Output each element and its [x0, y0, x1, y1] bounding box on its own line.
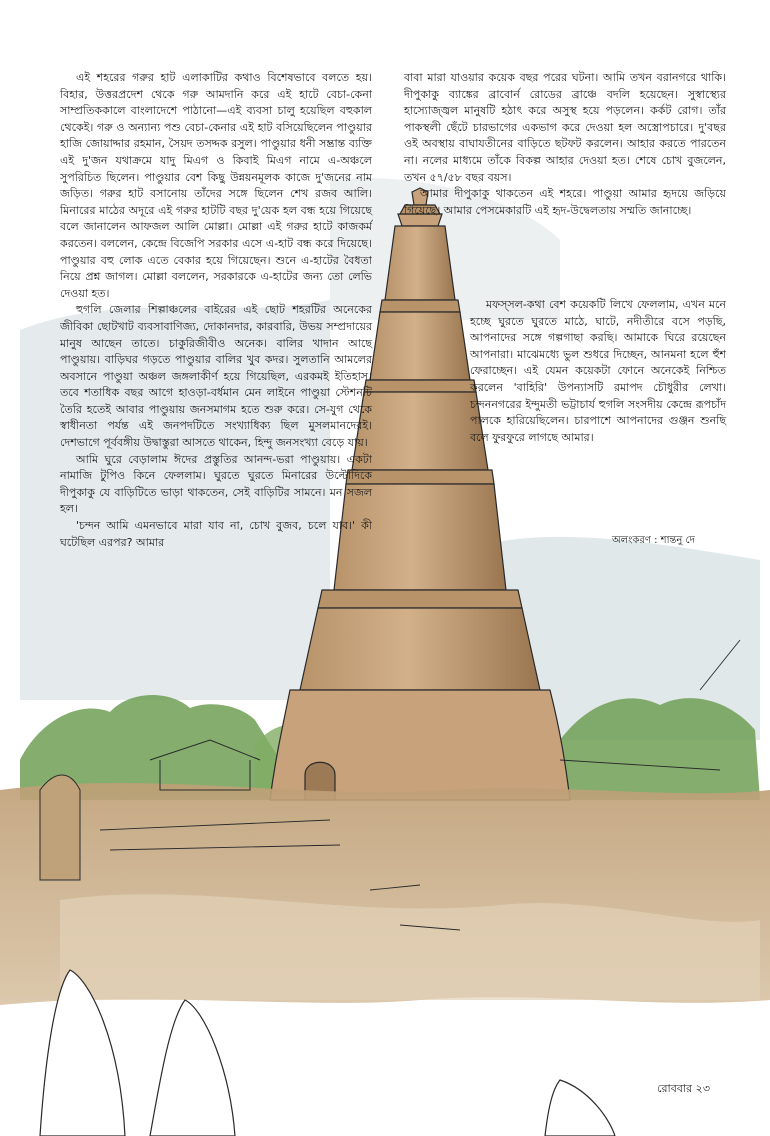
- paragraph: আমার দীপুকাকু থাকতেন এই শহরে। পাণ্ডুয়া আমার হৃদয়ে জড়িয়ে গিয়েছে। আমার পেসমেকারটি এই হৃদ-উদ্বেলতায় সম্মতি জানাচ্ছে।: [404, 187, 726, 217]
- illustration-credit: অলংকরণ : শান্তনু দে: [612, 535, 695, 546]
- page-footer: রোববার ২৩: [657, 1082, 710, 1095]
- paragraph: হুগলি জেলার শিল্পাঞ্চলের বাইরের এই ছোট শহরটির অনেকের জীবিকা ছোটখাট ব্যবসাবাণিজ্য, দোকানদার, কারবারি, উভয় সম্প্রদায়ের মানুষ আছেন তাতে। চাকুরিজীবীও অনেক। বালির খাদান আছে পাণ্ডুয়ায়। বাড়িঘর গড়তে পাণ্ডুয়ার বালির খুব কদর। সুলতানি আমলের অবসানে পাণ্ডুয়া অঞ্চল জঙ্গলাকীর্ণ হয়ে গিয়েছিল, এরকমই ইতিহাস। তবে শতাধিক বছর আগে হাওড়া-বর্ধমান মেন লাইনে পাণ্ডুয়া স্টেশনটি তৈরি হতেই আবার পাণ্ডুয়ায় জনসমাগম হতে শুরু করে। সে-যুগ থেকে স্বাধীনতা পর্যন্ত এই জনপদটিতে সংখ্যাধিক্য ছিল মুসলমানদেরই। দেশভাগে পূর্ববঙ্গীয় উদ্বাস্তুরা আসতে থাকেন, হিন্দু জনসংখ্যা বেড়ে যায়।: [60, 303, 372, 450]
- left-text-column: [60, 70, 372, 551]
- right-text-column-bottom: [470, 297, 726, 446]
- paragraph: এই শহরের গরুর হাট এলাকাটির কথাও বিশেষভাবে বলতে হয়। বিহার, উত্তরপ্রদেশ থেকে গরু আমদানি করে এই হাটে বেচা-কেনা সাম্প্রতিককালে বাংলাদেশে পাঠানো—এই ব্যবসা চালু হয়েছিল বহুকাল থেকেই। গরু ও অন্যান্য পশু বেচা-কেনার এই হাট বসিয়েছিলেন পাণ্ডুয়ার হাজি জোয়াদ্দার রহমান, সৈয়দ তসদ্দক রসুল। পাণ্ডুয়ার ধনী সম্ভ্রান্ত ব্যক্তি এই দু'জন যথাক্রমে যাদু মিএগ ও কিবাই মিএগ নামে এ-অঞ্চলে সুপরিচিত ছিলেন। পাণ্ডুয়ার বেশ কিছু উন্নয়নমূলক কাজে দু'জনের নাম জড়িত। গরুর হাট বসানোয় তাঁদের সঙ্গে ছিলেন শেখ রজব আলি। মিনারের মাঠের অদূরে এই গরুর হাটটি বছর দু'য়েক হল বন্ধ হয়ে গিয়েছে বলে জানালেন আফজল আলি মোল্লা। মোল্লা এই গরুর হাটে কাজকর্ম করতেন। বললেন, কেন্দ্রে বিজেপি সরকার এসে এ-হাট বন্ধ করে দিয়েছে। পাণ্ডুয়ার বহু লোক এতে বেকার হয়ে গিয়েছেন। শুনে এ-হাটের বৈধতা নিয়ে প্রশ্ন জাগল। মোল্লা বললেন, সরকারকে এ-হাটের জন্য তো লেভি দেওয়া হত।: [60, 71, 372, 300]
- trees-right: [560, 698, 760, 800]
- paragraph: 'চন্দন আমি এমনভাবে মারা যাব না, চোখ বুজব, চলে যাব।' কী ঘটেছিল এরপর? আমার: [60, 519, 372, 549]
- paragraph: মফস্সল-কথা বেশ কয়েকটি লিখে ফেললাম, এখন মনে হচ্ছে ঘুরতে ঘুরতে মাঠে, ঘাটে, নদীতীরে বসে পড়ছি, আপনাদের সঙ্গে গল্পগাছা করছি। আমাকে ঘিরে রয়েছেন আপনারা। মাঝেমধ্যে ভুল শুধরে দিচ্ছেন, আনমনা হলে হুঁশ ফেরাচ্ছেন। এই যেমন কয়েকটা ফোনে অনেকেই নিশ্চিত করলেন 'বাহিরি' উপন্যাসটি রমাপদ চৌধুরীর লেখা। চন্দননগরের ইন্দুমতী ভট্টাচার্য হুগলি সংসদীয় কেন্দ্রে রূপচাঁদ পালকে হারিয়েছিলেন। চারপাশে আপনাদের গুঞ্জন শুনছি বলে ফুরফুরে লাগছে আমার।: [470, 298, 726, 444]
- paragraph: বাবা মারা যাওয়ার কয়েক বছর পরের ঘটনা। আমি তখন বরানগরে থাকি। দীপুকাকু ব্যাঙ্কের ব্রাবোর্ন রোডের ব্রাঞ্চে বদলি হয়েছেন। সুস্বাস্থ্যের হাস্যোজ্জ্বল মানুষটি হঠাৎ করে অসুস্থ হয়ে পড়লেন। কর্কট রোগ। তাঁর পাকস্থলী ছেঁটে চারভাগের একভাগ করে দেওয়া হল অস্ত্রোপচারে। দু'বছর ওই অবস্থায় বাঘাযতীনের বাড়িতে ছটফট করলেন। আহার করতে পারতেন না। নলের মাধ্যমে তাঁকে বিকল্প আহার দেওয়া হত। শেষে চোখ বুজলেন, তখন ৫৭/৫৮ বছর বয়স।: [404, 71, 726, 184]
- right-text-column-top: [404, 70, 726, 219]
- paragraph: আমি ঘুরে বেড়ালাম ঈদের প্রস্তুতির আনন্দ-ভরা পাণ্ডুয়ায়। একটা নামাজি টুপিও কিনে ফেললাম। ঘুরতে ঘুরতে মিনারের উল্টোদিকে দীপুকাকু যে বাড়িটিতে ভাড়া থাকতেন, সেই বাড়িটির সামনে। মন সজল হল।: [60, 452, 372, 516]
